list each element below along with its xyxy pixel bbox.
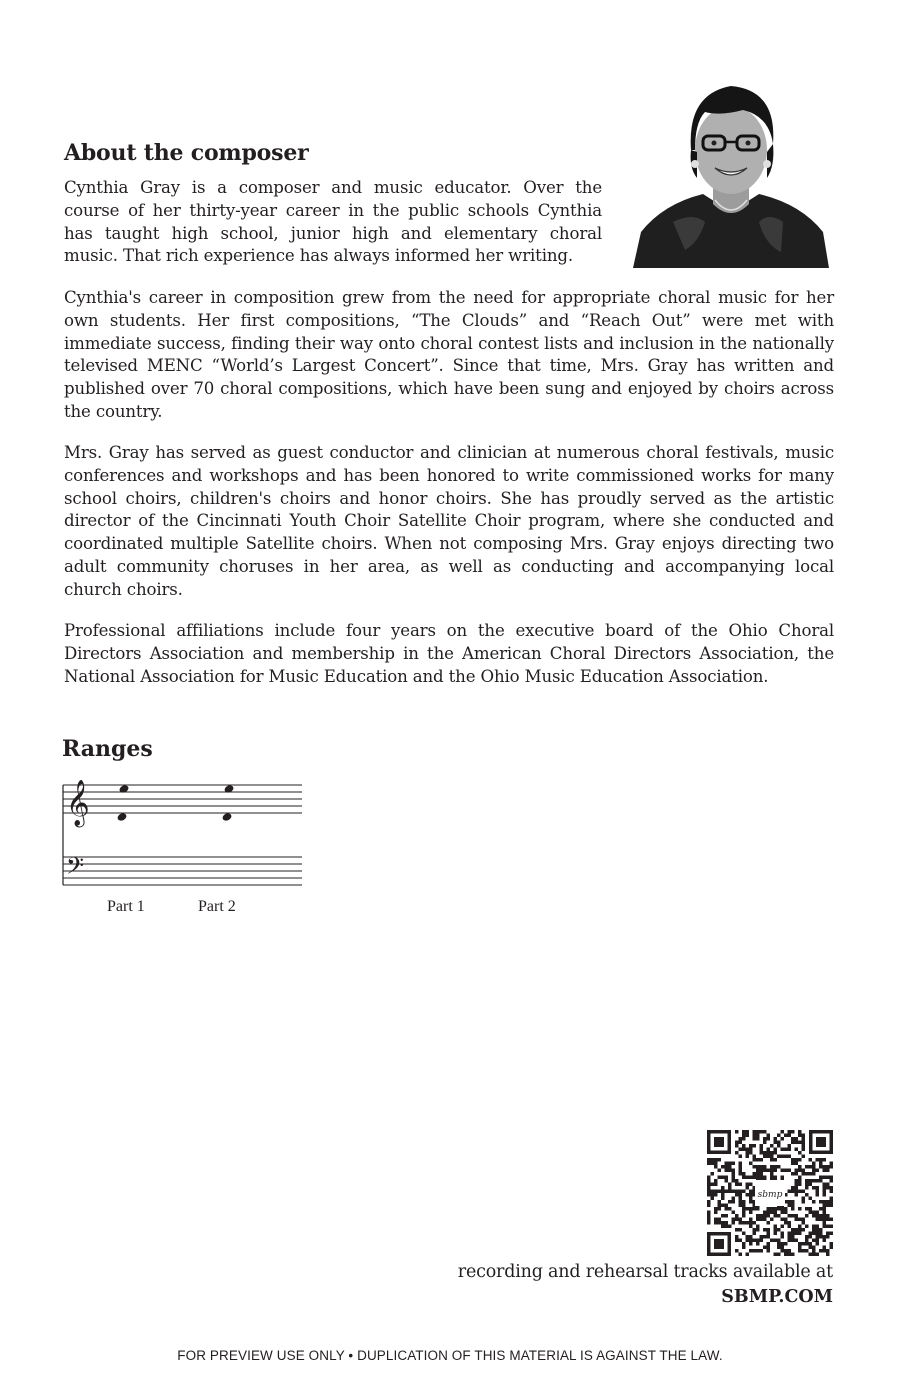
qr-code-icon[interactable] [707,1130,833,1256]
part-1-notes [116,784,129,822]
composer-photo [633,72,829,268]
tracks-note: recording and rehearsal tracks available at [457,1262,833,1282]
about-heading: About the composer [64,140,309,166]
treble-staff-lines [63,785,302,813]
bass-staff-lines [63,857,302,885]
sbmp-logo-icon: sbmp [757,1190,783,1200]
part-2-notes [221,784,234,822]
bio-paragraph-2: Cynthia's career in composition grew from the need for appropriate choral music for her own students. Her first compositions, “The Clouds” and “Reach Out” were met with immediate success, finding their way onto choral contest lists and inclusion in the nationally televised MENC “World’s Largest Concert”. Since that time, Mrs. Gray has written and published over 70 choral compositions, which have been sung and enjoyed by choirs across the country. [64,288,834,421]
ranges-staff [60,775,305,895]
bass-clef-icon: 𝄢 [66,852,85,885]
website-link[interactable]: SBMP.COM [721,1287,833,1307]
ranges-heading: Ranges [62,736,153,762]
treble-clef-icon: 𝄞 [66,780,90,826]
preview-notice: FOR PREVIEW USE ONLY • DUPLICATION OF THIS MATERIAL IS AGAINST THE LAW. [177,1348,723,1363]
part-2-label: Part 2 [198,898,236,915]
part-1-label: Part 1 [107,898,145,915]
bio-paragraph-4: Professional affiliations include four years on the executive board of the Ohio Choral Directors Association and membership in the American Choral Directors Association, the National Association for Music Education and the Ohio Music Education Association. [64,621,834,686]
bio-paragraph-3: Mrs. Gray has served as guest conductor and clinician at numerous choral festivals, music conferences and workshops and has been honored to write commissioned works for many school choirs, children's choirs and honor choirs. She has proudly served as the artistic director of the Cincinnati Youth Choir Satellite Choir program, where she conducted and coordinated multiple Satellite choirs. When not composing Mrs. Gray enjoys directing two adult community choruses in her area, as well as conducting and accompanying local church choirs. [64,443,834,599]
bio-paragraph-1: Cynthia Gray is a composer and music educator. Over the course of her thirty-year career in the public schools Cynthia has taught high school, junior high and elementary choral music. That rich experience has always informed her writing. [64,178,602,266]
